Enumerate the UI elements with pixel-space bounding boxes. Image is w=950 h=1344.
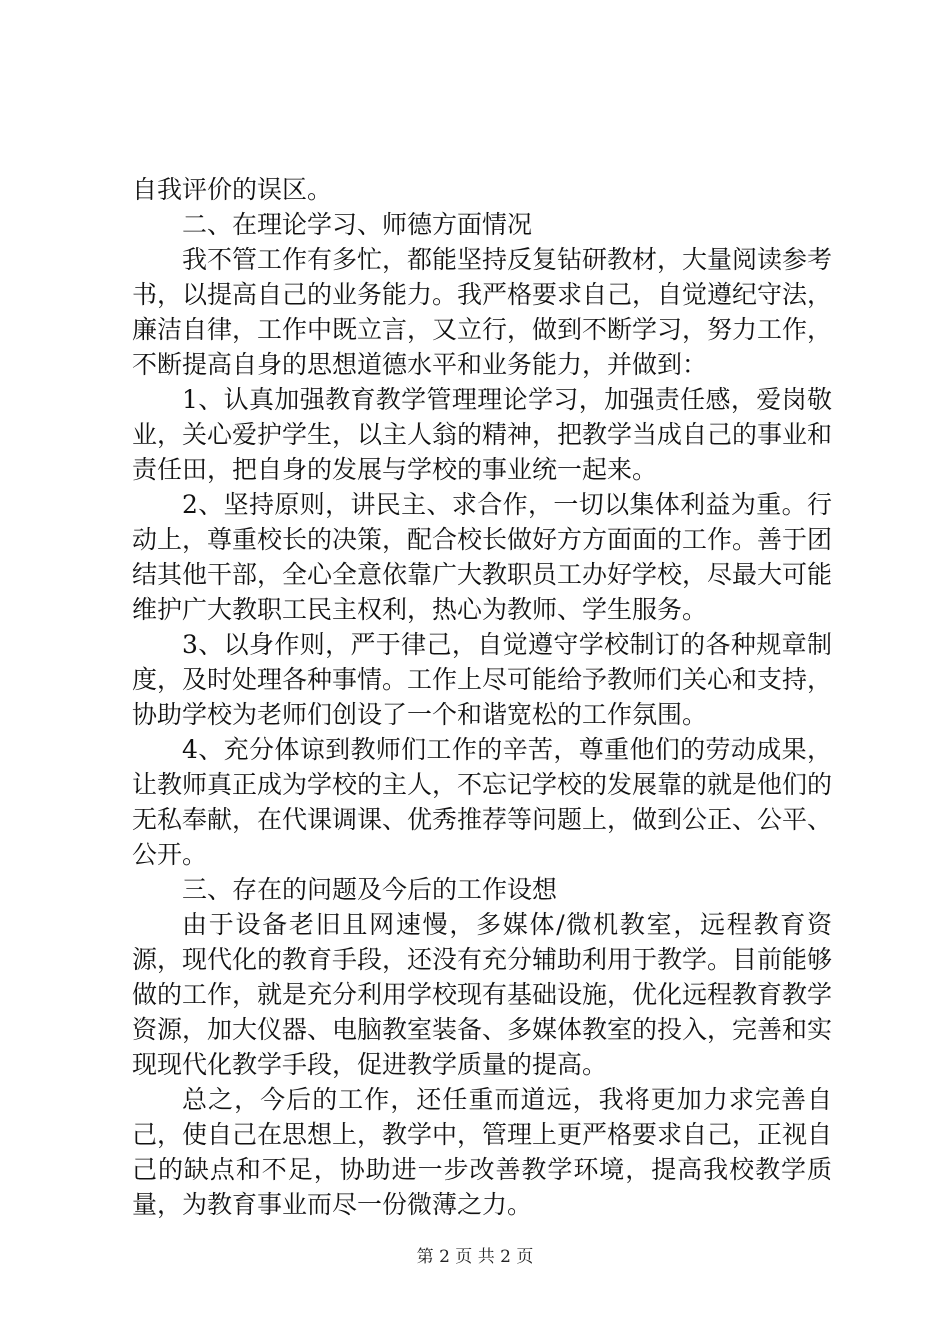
document-body (132, 172, 832, 1222)
paragraph-equipment: 由于设备老旧且网速慢，多媒体/微机教室，远程教育资源，现代化的教育手段，还没有充分辅助利用于教学。目前能够做的工作，就是充分利用学校现有基础设施，优化远程教育教学资源，加大仪器、电脑教室装备、多媒体教室的投入，完善和实现现代化教学手段，促进教学质量的提高。 (132, 910, 833, 1079)
paragraph-conclusion: 总之，今后的工作，还任重而道远，我将更加力求完善自己，使自己在思想上，教学中，管理上更严格要求自己，正视自己的缺点和不足，协助进一步改善教学环境，提高我校教学质量，为教育事业而尽一份微薄之力。 (132, 1085, 833, 1219)
list-item-3: 3、以身作则，严于律己，自觉遵守学校制订的各种规章制度，及时处理各种事情。工作上尽可能给予教师们关心和支持，协助学校为老师们创设了一个和谐宽松的工作氛围。 (132, 630, 833, 729)
section-heading-problems-plans: 三、存在的问题及今后的工作设想 (182, 875, 558, 904)
paragraph-continuation: 自我评价的误区。 (132, 175, 333, 204)
list-item-4: 4、充分体谅到教师们工作的辛苦，尊重他们的劳动成果，让教师真正成为学校的主人，不忘记学校的发展靠的就是他们的无私奉献，在代课调课、优秀推荐等问题上，做到公正、公平、公开。 (132, 735, 833, 869)
page-number-label: 第 2 页 共 2 页 (416, 1247, 534, 1267)
list-item-2: 2、坚持原则，讲民主、求合作，一切以集体利益为重。行动上，尊重校长的决策，配合校长做好方方面面的工作。善于团结其他干部，全心全意依靠广大教职员工办好学校，尽最大可能维护广大教职工民主权利，热心为教师、学生服务。 (132, 490, 833, 624)
page-footer (0, 1247, 950, 1267)
list-item-1: 1、认真加强教育教学管理理论学习，加强责任感，爱岗敬业，关心爱护学生，以主人翁的精神，把教学当成自己的事业和责任田，把自身的发展与学校的事业统一起来。 (132, 385, 833, 484)
section-heading-theory-ethics: 二、在理论学习、师德方面情况 (182, 210, 533, 239)
paragraph-study: 我不管工作有多忙，都能坚持反复钻研教材，大量阅读参考书，以提高自己的业务能力。我严格要求自己，自觉遵纪守法，廉洁自律，工作中既立言，又立行，做到不断学习，努力工作，不断提高自身的思想道德水平和业务能力，并做到： (132, 245, 833, 379)
